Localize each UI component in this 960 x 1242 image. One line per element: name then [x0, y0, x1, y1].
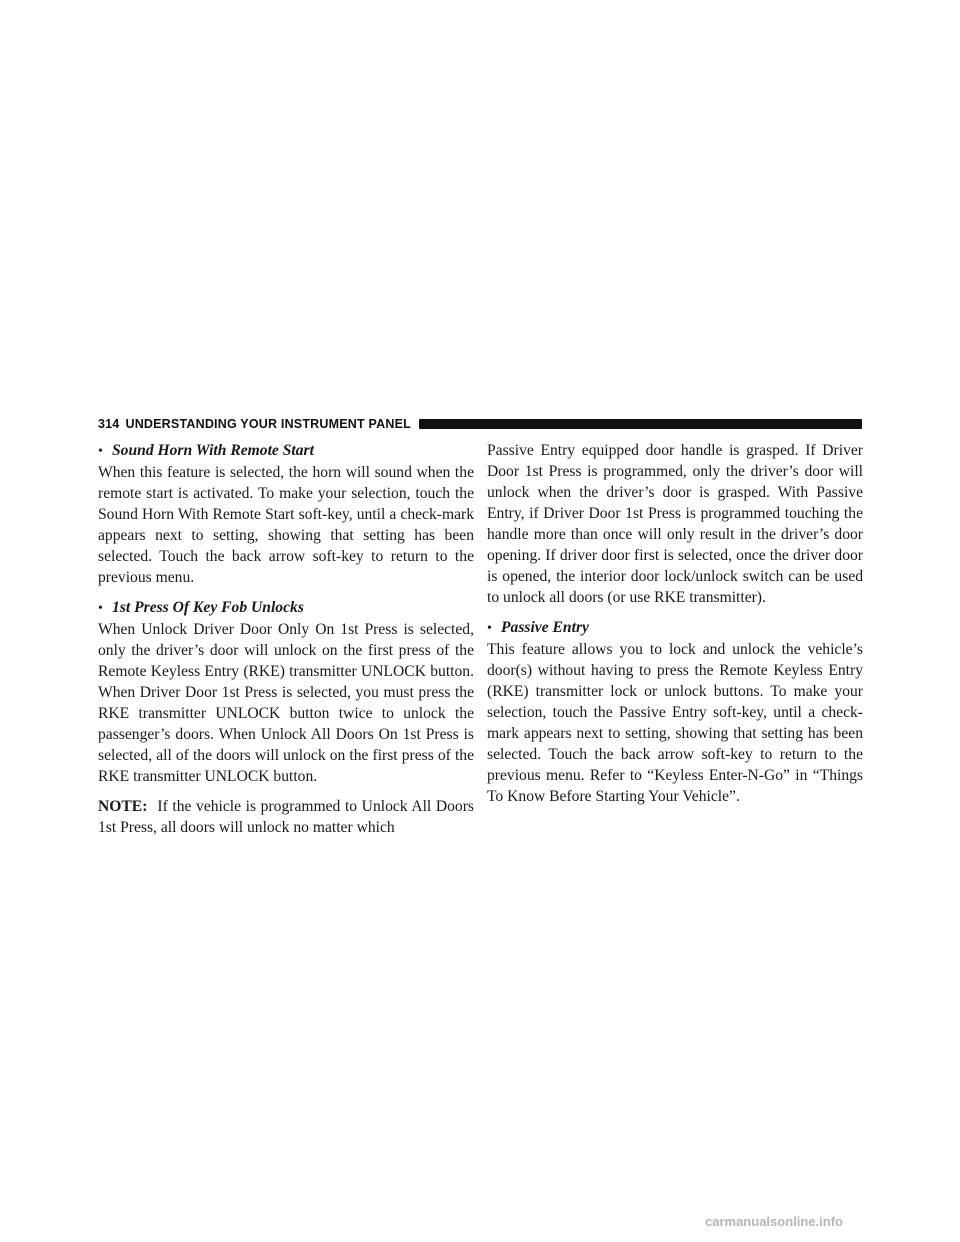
note-body: If the vehicle is programmed to Unlock All Doors 1st Press, all doors will unlock no matter which: [98, 798, 474, 836]
passive-entry-heading: [487, 617, 863, 639]
bullet-icon: •: [98, 601, 103, 616]
key-fob-body: When Unlock Driver Door Only On 1st Press is selected, only the driver’s door will unlock on the first press of the Remote Keyless Entry (RKE) transmitter UNLOCK button. When Driver Door 1st Press is selected, you must press the RKE transmitter UNLOCK button twice to unlock the passenger’s doors. When Unlock All Doors On 1st Press is selected, all of the doors will unlock on the first press of the RKE transmitter UNLOCK button.: [98, 621, 474, 785]
page-number: 314: [98, 417, 120, 431]
passive-entry-title: Passive Entry: [501, 619, 589, 636]
key-fob-title: 1st Press Of Key Fob Unlocks: [112, 599, 304, 616]
passive-entry-body: This feature allows you to lock and unlock the vehicle’s door(s) without having to press the Remote Keyless Entry (RKE) transmitter lock or unlock buttons. To make your selection, touch the Passive Entry soft-key, until a check-mark appears next to setting, showing that setting has been selected. Touch the back arrow soft-key to return to the previous menu. Refer to “Keyless Enter-N-Go” in “Things To Know Before Starting Your Vehicle”.: [487, 641, 863, 805]
sound-horn-heading: [98, 440, 474, 462]
page-header: [98, 416, 862, 432]
header-rule: [419, 419, 862, 429]
left-column: [98, 440, 474, 838]
section-title: UNDERSTANDING YOUR INSTRUMENT PANEL: [125, 417, 411, 431]
watermark: carmanualsonline.info: [705, 1214, 843, 1229]
sound-horn-body: When this feature is selected, the horn will sound when the remote start is activated. To make your selection, touch the Sound Horn With Remote Start soft-key, until a check-mark appears next to setting, showing that setting has been selected. Touch the back arrow soft-key to return to the previous menu.: [98, 464, 474, 586]
note-paragraph: [98, 796, 474, 838]
sound-horn-title: Sound Horn With Remote Start: [112, 442, 314, 459]
key-fob-heading: [98, 597, 474, 619]
bullet-icon: •: [487, 621, 492, 636]
bullet-icon: •: [98, 444, 103, 459]
note-continued: Passive Entry equipped door handle is grasped. If Driver Door 1st Press is programmed, only the driver’s door will unlock when the driver’s door is grasped. With Passive Entry, if Driver Door 1st Press is programmed touching the handle more than once will only result in the driver’s door opening. If driver door first is selected, once the driver door is opened, the interior door lock/unlock switch can be used to unlock all doors (or use RKE transmitter).: [487, 442, 863, 606]
right-column: [487, 440, 863, 807]
note-label: NOTE:: [98, 798, 148, 815]
